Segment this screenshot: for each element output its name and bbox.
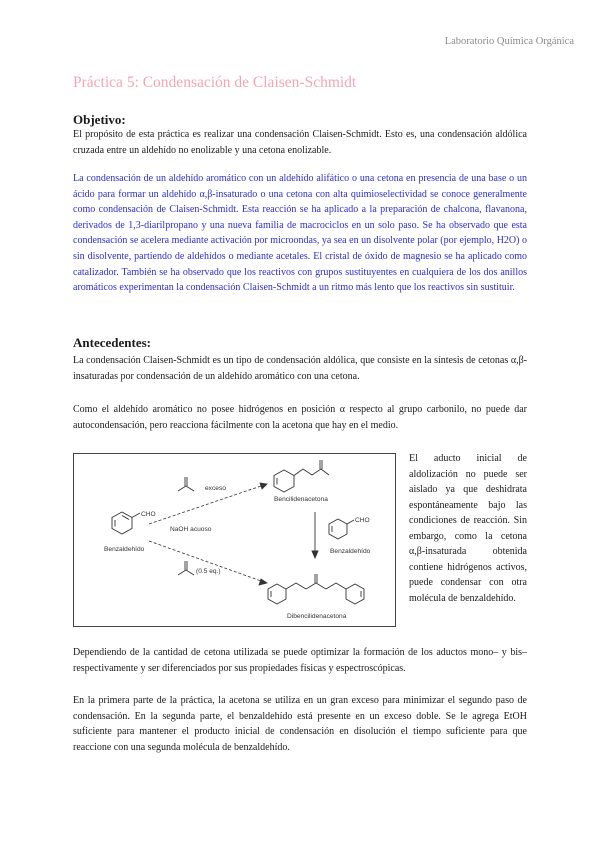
reaction-scheme <box>74 454 397 628</box>
acetone-structure-bottom <box>178 561 194 575</box>
benzaldehyde-label-left: Benzaldehído <box>104 546 145 553</box>
arrow-to-dibenzalacetone <box>149 541 267 585</box>
antecedentes-paragraph-2: Como el aldehído aromático no posee hidrógenos en posición α respecto al grupo carbonilo, no puede dar autocondensación, pero reacciona fácilmente con la acetona que hay en el medio. <box>73 404 527 431</box>
side-paragraph: El aducto inicial de aldolización no puede ser aislado ya que deshidrata espontáneamente bajo las condiciones de reacción. Sin embargo, como la cetona α,β-insaturada obtenida contiene hidrógenos activos, puede condensar con otra molécula de benzaldehído. <box>409 453 527 604</box>
benzaldehyde-structure-left <box>112 512 140 534</box>
running-header: Laboratorio Química Orgánica <box>444 36 574 47</box>
acetone-structure-top <box>178 477 194 491</box>
objetivo-paragraph-1: El propósito de esta práctica es realizar una condensación Claisen-Schmidt. Esto es, una condensación aldólica cruzada entre un aldehído no enolizable y una cetona enolizable. <box>73 129 527 156</box>
antecedentes-paragraph-1: La condensación Claisen-Schmidt es un tipo de condensación aldólica, que consiste en la síntesis de cetonas α,β-insaturadas por condensación de un aldehído aromático con una cetona. <box>73 355 527 382</box>
benzalacetone-structure <box>274 460 329 492</box>
ratio-label: (0.5 eq.) <box>196 568 221 575</box>
reagent-label: NaOH acuoso <box>170 526 212 533</box>
arrow-second-condensation <box>312 512 318 558</box>
objetivo-heading: Objetivo: <box>73 112 126 127</box>
cho-label-right: CHO <box>355 517 370 524</box>
dibenzalacetone-structure <box>268 574 364 604</box>
antecedentes-paragraph-4: En la primera parte de la práctica, la acetona se utiliza en un gran exceso para minimizar el segundo paso de condensación. En la segunda parte, el benzaldehído está presente en un exceso doble. Se le agrega EtOH suficiente para mantener el producto inicial de condensación en disolución el tiempo suficiente para que reaccione con una segunda molécula de benzaldehído. <box>73 695 527 753</box>
benzalacetone-label: Bencilidenacetona <box>274 496 328 503</box>
dibenzalacetone-label: Dibencilidenacetona <box>287 613 347 620</box>
exceso-label: exceso <box>205 485 226 492</box>
antecedentes-paragraph-3: Dependiendo de la cantidad de cetona utilizada se puede optimizar la formación de los aductos mono– y bis– respectivamente y ser diferenciados por sus propiedades físicas y espectroscópicas. <box>73 647 527 674</box>
antecedentes-heading: Antecedentes: <box>73 335 151 350</box>
cho-label-left: CHO <box>141 511 156 518</box>
page-title: Práctica 5: Condensación de Claisen-Schmidt <box>73 74 357 91</box>
benzaldehyde-structure-right <box>329 519 354 539</box>
benzaldehyde-label-right: Benzaldehído <box>330 548 371 555</box>
reaction-scheme-figure <box>73 453 396 627</box>
objetivo-paragraph-2: La condensación de un aldehído aromático con un aldehído alifático o una cetona en presencia de una base o un ácido para formar un aldehído α,β-insaturado o una cetona con alta quimioselectividad se conoce generalmente como condensación de Claisen-Schmidt. Esta reacción se ha aplicado a la preparación de chalcona, flavanona, derivados de 1,3-diarilpropano y una nueva familia de macrociclos en un solo paso. Se ha observado que esta condensación se acelera mediante activación por microondas, ya sea en un disolvente polar (por ejemplo, H2O) o sin disolvente, partiendo de aldehídos o mediante acetales. El cristal de óxido de magnesio se ha aplicado como catalizador. También se ha observado que los reactivos con grupos sustituyentes en cualquiera de los dos anillos aromáticos experimentan la condensación Claisen-Schmidt a un ritmo más lento que los reactivos sin sustituir. <box>73 173 527 294</box>
